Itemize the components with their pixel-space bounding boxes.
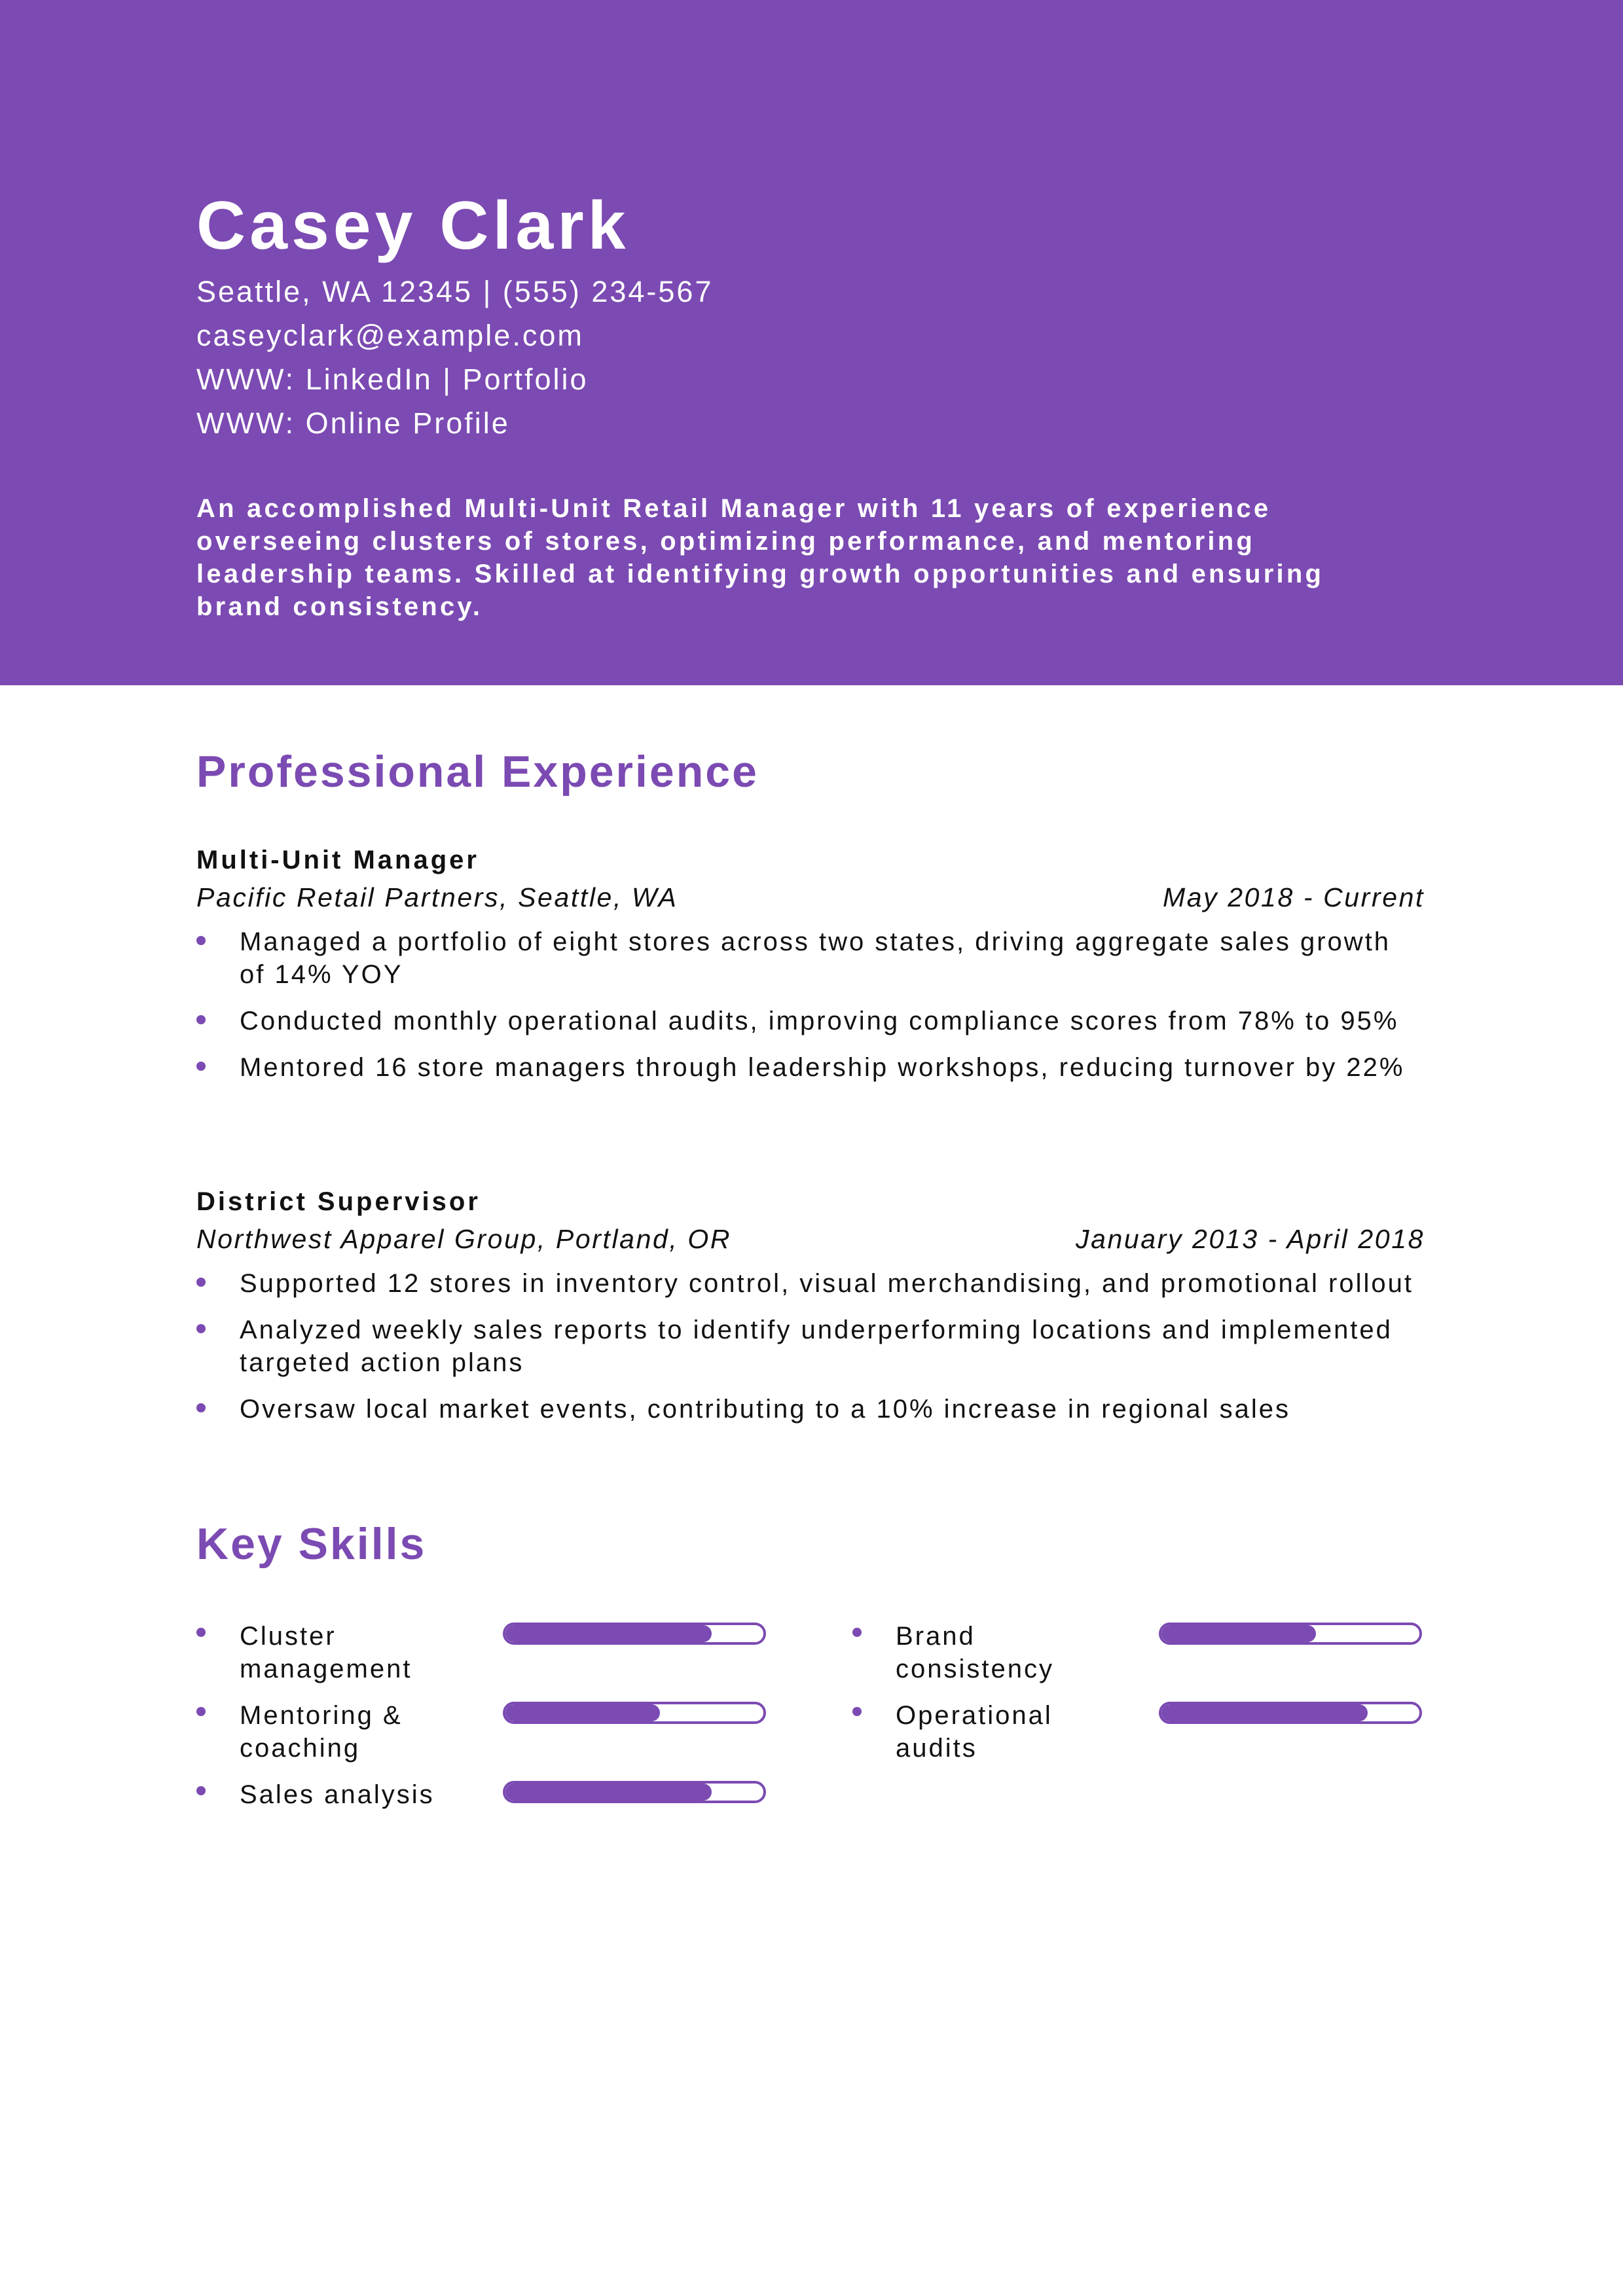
bullet-icon	[196, 1324, 206, 1333]
skill-label: Cluster management	[240, 1622, 412, 1683]
contact-block	[196, 270, 713, 445]
skill-level-fill	[505, 1625, 712, 1642]
candidate-name: Casey Clark	[196, 188, 630, 264]
skill-level-fill	[1161, 1704, 1368, 1721]
online-profile-link[interactable]: WWW: Online Profile	[196, 406, 510, 440]
skill-level-fill	[1161, 1625, 1316, 1642]
skill-label: Mentoring & coaching	[240, 1701, 403, 1763]
bullet-icon	[852, 1628, 862, 1637]
job-title: District Supervisor	[196, 1187, 481, 1216]
skill-label: Operational audits	[896, 1701, 1053, 1763]
skill-item	[196, 1778, 812, 1850]
professional-summary: An accomplished Multi-Unit Retail Manager with 11 years of experience overseeing clusters of stores, optimizing performance, and mentoring leadership teams. Skilled at identifying growth opportunities and ensuring brand consistency.	[196, 494, 1324, 621]
bullet-icon	[196, 1403, 206, 1412]
skill-level-fill	[505, 1704, 660, 1721]
job-company: Pacific Retail Partners, Seattle, WA	[196, 882, 678, 912]
skills-heading: Key Skills	[196, 1519, 427, 1569]
bullet-icon	[196, 1707, 206, 1716]
job-dates: May 2018 - Current	[1162, 882, 1425, 912]
job-bullets	[196, 925, 1425, 1084]
skill-item	[852, 1620, 1468, 1692]
list-item	[196, 1314, 1425, 1379]
skill-level-bar	[503, 1623, 766, 1645]
job-title: Multi-Unit Manager	[196, 846, 479, 874]
job-dates: January 2013 - April 2018	[1076, 1224, 1425, 1254]
skill-level-bar	[503, 1702, 766, 1724]
bullet-text: Mentored 16 store managers through leadership workshops, reducing turnover by 22%	[240, 1053, 1405, 1082]
skill-level-bar	[1159, 1623, 1422, 1645]
bullet-icon	[196, 936, 206, 945]
skill-item	[852, 1699, 1468, 1771]
skill-item	[196, 1699, 812, 1771]
header-banner	[0, 0, 1623, 685]
bullet-text: Analyzed weekly sales reports to identify underperforming locations and implemented targeted action plans	[240, 1316, 1393, 1377]
bullet-icon	[196, 1628, 206, 1637]
bullet-icon	[196, 1278, 206, 1287]
bullet-text: Conducted monthly operational audits, improving compliance scores from 78% to 95%	[240, 1007, 1399, 1035]
job-entry	[196, 1183, 1425, 1439]
bullet-icon	[196, 1015, 206, 1024]
skill-label: Brand consistency	[896, 1622, 1054, 1683]
skill-level-bar	[1159, 1702, 1422, 1724]
web-links[interactable]: WWW: LinkedIn | Portfolio	[196, 363, 589, 396]
email-link[interactable]: caseyclark@example.com	[196, 319, 584, 352]
job-entry	[196, 842, 1425, 1098]
bullet-icon	[852, 1707, 862, 1716]
list-item	[196, 1005, 1425, 1037]
bullet-text: Oversaw local market events, contributing to a 10% increase in regional sales	[240, 1395, 1291, 1424]
skill-level-fill	[505, 1784, 712, 1801]
job-meta	[196, 878, 1425, 916]
skill-label: Sales analysis	[240, 1780, 435, 1809]
bullet-text: Managed a portfolio of eight stores across two states, driving aggregate sales growth of 14% YOY	[240, 927, 1391, 989]
job-meta	[196, 1220, 1425, 1258]
job-bullets	[196, 1267, 1425, 1426]
bullet-icon	[196, 1062, 206, 1071]
skill-item	[196, 1620, 812, 1692]
job-company: Northwest Apparel Group, Portland, OR	[196, 1224, 732, 1254]
list-item	[196, 1393, 1425, 1426]
list-item	[196, 1267, 1425, 1300]
experience-heading: Professional Experience	[196, 747, 759, 797]
bullet-text: Supported 12 stores in inventory control, visual merchandising, and promotional rollout	[240, 1269, 1413, 1298]
list-item	[196, 1051, 1425, 1084]
skill-level-bar	[503, 1781, 766, 1803]
bullet-icon	[196, 1786, 206, 1795]
list-item	[196, 925, 1425, 991]
location-phone: Seattle, WA 12345 | (555) 234-567	[196, 275, 714, 308]
